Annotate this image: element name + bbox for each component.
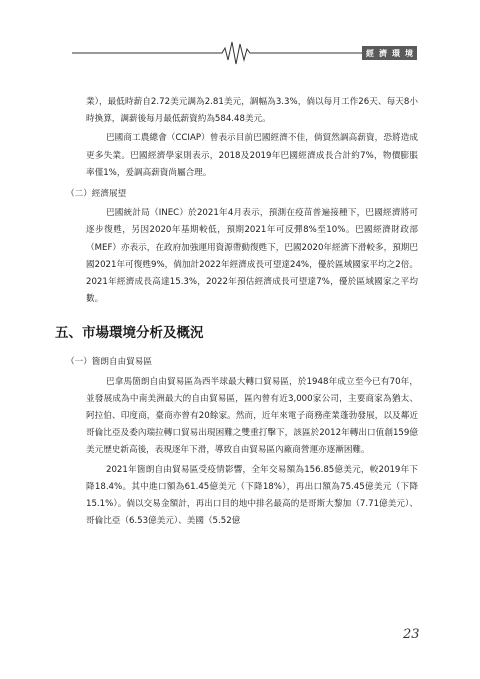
body-text xyxy=(55,94,418,532)
page-number: 23 xyxy=(403,627,420,642)
running-header xyxy=(72,40,417,66)
paragraph: 巴拿馬箇朗自由貿易區為西半球最大轉口貿易區，於1948年成立至今已有70年，並發展成為中南美洲最大的自由貿易區，區內曾有近3,000家公司，主要商家為猶太、阿拉伯、印度商，臺商亦曾有20餘家。然而，近年來電子商務產業蓬勃發展，以及鄰近哥倫比亞及委內瑞拉轉口貿易出現困難之雙重打擊下，該區於2012年轉出口值創159億美元歷史新高後，表現逐年下滑，導致自由貿易區內廠商營運亦逐漸困難。 xyxy=(86,376,418,456)
paragraph: 2021年箇朗自由貿易區受疫情影響，全年交易額為156.85億美元，較2019年下降18.4%。其中進口額為61.45億美元（下降18%），再出口額為75.45億美元（下降15.1%）。倘以交易金額計，再出口目的地中排名最高的是哥斯大黎加（7.71億美元）、哥倫比亞（6.53億美元）、美國（5.52億 xyxy=(86,464,418,527)
section-badge-label: 經濟環境 xyxy=(366,48,418,58)
paragraph: 巴國商工農總會（CCIAP）曾表示目前巴國經濟不佳，倘貿然調高薪資，恐將造成更多失業。巴國經濟學家則表示，2018及2019年巴國經濟成長合計約7%，物價膨脹率僅1%，爰調高薪資尚屬合理。 xyxy=(86,133,418,178)
paragraph: 業），最低時薪自2.72美元調為2.81美元，調幅為3.3%，倘以每月工作26天、每天8小時換算，調薪後每月最低薪資約為584.48美元。 xyxy=(86,97,418,125)
paragraph: 巴國統計局（INEC）於2021年4月表示，預測在疫苗普遍接種下，巴國經濟將可逐步復甦，另因2020年基期較低，預期2021年可反彈8%至10%。巴國經濟財政部（MEF）亦表示，在政府加強運用資源帶動復甦下，巴國2020年經濟下滑較多，預期巴國2021年可復甦9%，倘加計2022年經濟成長可望達24%，優於區域國家平均之2倍。2021年經濟成長高達15.3%，2022年預估經濟成長可望達7%，優於區域國家之平均數。 xyxy=(86,208,418,305)
subsection-heading: （二）經濟展望 xyxy=(66,189,127,200)
section-badge xyxy=(362,46,417,60)
subsection-heading: （一）箇朗自由貿易區 xyxy=(66,357,152,368)
section-heading: 五、市場環境分析及概況 xyxy=(55,325,204,342)
